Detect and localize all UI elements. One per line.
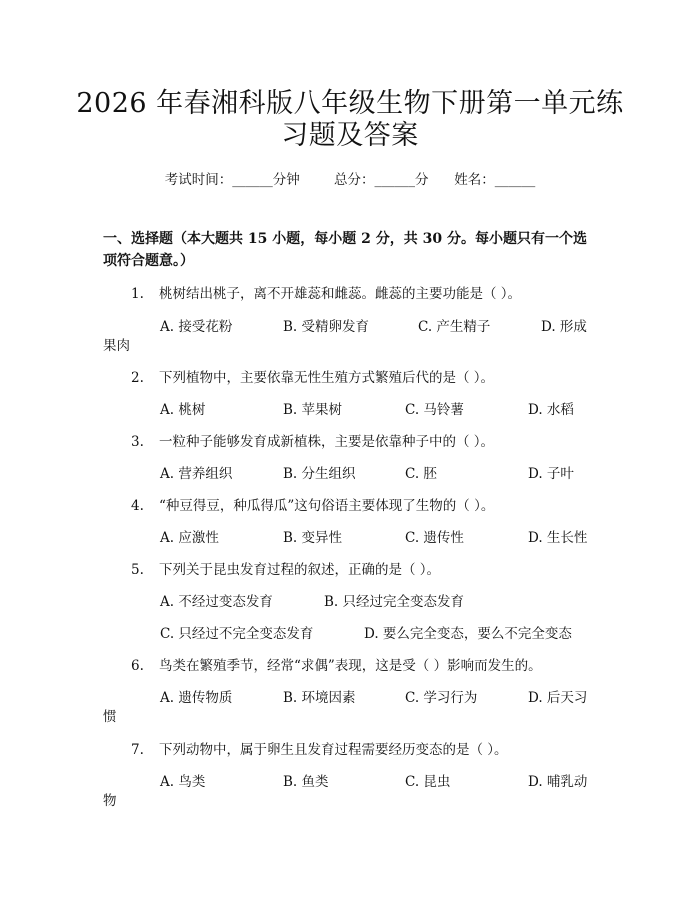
question-1 [131, 282, 521, 302]
option-c: C. 马铃薯 [405, 402, 464, 418]
option-d: D. 形成 [541, 319, 587, 335]
option-c: C. 昆虫 [405, 774, 451, 790]
option-wrap: 果肉 [103, 338, 130, 354]
exam-info-line [0, 168, 700, 188]
option-d: D. 水稻 [528, 402, 574, 418]
score-blank: ______ [374, 172, 416, 188]
option-c: C. 胚 [405, 466, 437, 482]
option-c: C. 遗传性 [405, 530, 464, 546]
time-label: 考试时间： [164, 172, 233, 188]
option-wrap: 物 [103, 793, 117, 809]
time-unit: 分钟 [272, 172, 300, 188]
option-a: A. 营养组织 [160, 466, 233, 482]
section-heading: 一、选择题（本大题共 15 小题，每小题 2 分，共 30 分。每小题只有一个选项符合题意。） [103, 231, 587, 269]
option-a: A. 应激性 [160, 530, 219, 546]
option-b: B. 分生组织 [283, 466, 356, 482]
option-b: B. 鱼类 [283, 774, 329, 790]
option-wrap: 惯 [103, 709, 117, 725]
option-a: A. 接受花粉 [160, 319, 233, 335]
question-text: 桃树结出桃子，离不开雄蕊和雌蕊。雌蕊的主要功能是（ ）。 [159, 286, 522, 302]
question-text: 下列关于昆虫发育过程的叙述，正确的是（ ）。 [159, 562, 441, 578]
question-7 [131, 738, 508, 758]
option-d: D. 生长性 [528, 530, 588, 546]
option-c: C. 只经过不完全变态发育 [160, 626, 314, 642]
option-a: A. 桃树 [160, 402, 206, 418]
option-b: B. 变异性 [283, 530, 343, 546]
time-blank: ______ [232, 172, 273, 188]
option-a: A. 遗传物质 [160, 690, 233, 706]
question-number: 6. [131, 658, 144, 674]
question-text: “种豆得豆，种瓜得瓜”这句俗语主要体现了生物的（ ）。 [159, 498, 495, 514]
option-d: D. 哺乳动 [528, 774, 588, 790]
question-number: 3. [131, 434, 144, 450]
question-text: 下列植物中，主要依靠无性生殖方式繁殖后代的是（ ）。 [159, 370, 495, 386]
question-6 [131, 654, 542, 674]
question-text: 下列动物中，属于卵生且发育过程需要经历变态的是（ ）。 [159, 742, 508, 758]
option-b: B. 苹果树 [283, 402, 343, 418]
option-c: C. 产生精子 [418, 319, 491, 335]
question-3 [131, 430, 494, 450]
option-d: D. 子叶 [528, 466, 574, 482]
question-number: 7. [131, 742, 144, 758]
question-text: 一粒种子能够发育成新植株，主要是依靠种子中的（ ）。 [159, 434, 495, 450]
question-number: 2. [131, 370, 144, 386]
document-title-line2: 习题及答案 [281, 120, 419, 151]
option-b: B. 环境因素 [283, 690, 356, 706]
option-c: C. 学习行为 [405, 690, 478, 706]
question-2 [131, 366, 494, 386]
question-number: 4. [131, 498, 144, 514]
score-label: 总分： [334, 172, 375, 188]
option-b: B. 只经过完全变态发育 [324, 594, 465, 610]
option-d: D. 要么完全变态，要么不完全变态 [364, 626, 572, 642]
question-4 [131, 494, 494, 514]
name-label: 姓名： [454, 172, 495, 188]
question-5 [131, 558, 440, 578]
document-title-line1: 2026 年春湘科版八年级生物下册第一单元练 [76, 88, 624, 119]
option-a: A. 不经过变态发育 [160, 594, 273, 610]
option-b: B. 受精卵发育 [283, 319, 370, 335]
question-text: 鸟类在繁殖季节，经常“求偶”表现，这是受（ ）影响而发生的。 [159, 658, 542, 674]
question-number: 5. [131, 562, 144, 578]
score-unit: 分 [415, 172, 429, 188]
question-number: 1. [131, 286, 144, 302]
option-a: A. 鸟类 [160, 774, 206, 790]
name-blank: ______ [494, 172, 536, 188]
option-d: D. 后天习 [528, 690, 588, 706]
